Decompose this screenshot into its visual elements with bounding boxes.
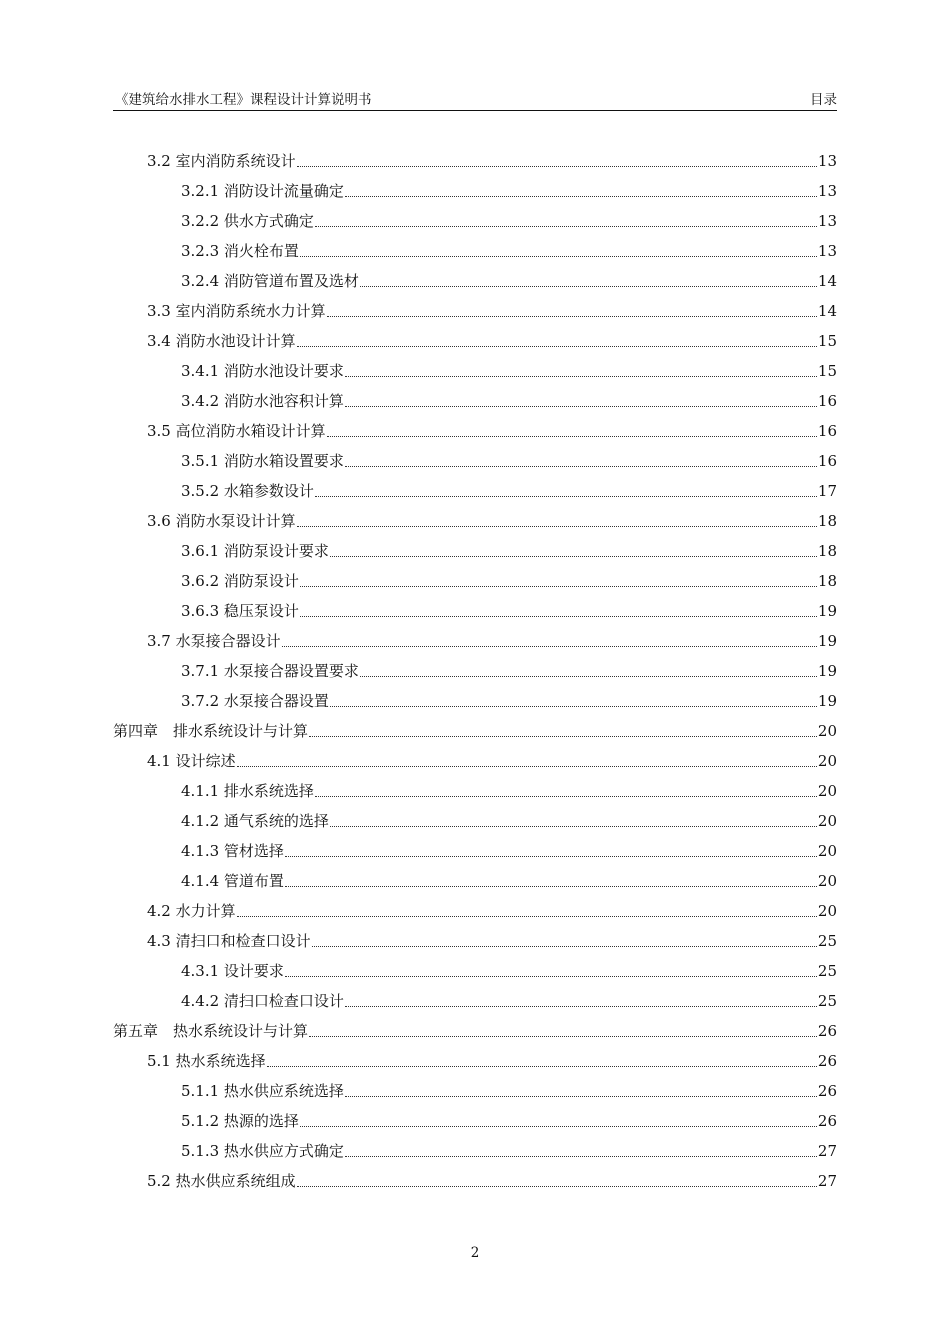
toc-dot-leader xyxy=(300,1106,817,1136)
toc-entry[interactable] xyxy=(113,716,837,746)
toc-entry-page: 20 xyxy=(817,782,837,800)
toc-entry-page: 20 xyxy=(817,872,837,890)
toc-entry-title: 3.2.1 消防设计流量确定 xyxy=(181,182,344,200)
toc-entry-title: 3.6.3 稳压泵设计 xyxy=(181,602,299,620)
toc-entry[interactable] xyxy=(147,896,837,926)
toc-entry-title: 3.5 高位消防水箱设计计算 xyxy=(147,422,326,440)
toc-entry-page: 18 xyxy=(817,542,837,560)
toc-entry-title: 3.4 消防水池设计计算 xyxy=(147,332,296,350)
toc-dot-leader xyxy=(309,1016,817,1046)
toc-entry-title: 3.7.1 水泵接合器设置要求 xyxy=(181,662,359,680)
toc-entry-title: 5.1.1 热水供应系统选择 xyxy=(181,1082,344,1100)
toc-entry-page: 26 xyxy=(817,1052,837,1070)
toc-entry-title: 4.1 设计综述 xyxy=(147,752,236,770)
toc-entry[interactable] xyxy=(181,956,837,986)
toc-entry[interactable] xyxy=(181,476,837,506)
toc-entry-title: 3.6.1 消防泵设计要求 xyxy=(181,542,329,560)
toc-entry-title: 5.2 热水供应系统组成 xyxy=(147,1172,296,1190)
toc-dot-leader xyxy=(330,806,817,836)
toc-entry-page: 25 xyxy=(817,962,837,980)
toc-entry-page: 20 xyxy=(817,752,837,770)
toc-entry-page: 19 xyxy=(817,662,837,680)
toc-entry-page: 26 xyxy=(817,1022,837,1040)
toc-dot-leader xyxy=(300,596,817,626)
toc-dot-leader xyxy=(345,446,817,476)
toc-dot-leader xyxy=(285,836,817,866)
toc-entry[interactable] xyxy=(181,536,837,566)
toc-dot-leader xyxy=(345,1136,817,1166)
toc-entry-page: 14 xyxy=(817,272,837,290)
toc-entry-title: 3.3 室内消防系统水力计算 xyxy=(147,302,326,320)
toc-dot-leader xyxy=(300,236,817,266)
toc-entry-page: 16 xyxy=(817,452,837,470)
toc-entry-title: 5.1.3 热水供应方式确定 xyxy=(181,1142,344,1160)
toc-entry-title: 3.7.2 水泵接合器设置 xyxy=(181,692,329,710)
toc-entry[interactable] xyxy=(181,1106,837,1136)
toc-dot-leader xyxy=(285,866,817,896)
toc-entry-page: 14 xyxy=(817,302,837,320)
section-label: 目录 xyxy=(810,92,837,108)
toc-dot-leader xyxy=(300,566,817,596)
toc-dot-leader xyxy=(330,686,817,716)
toc-entry-title: 4.1.4 管道布置 xyxy=(181,872,284,890)
toc-entry[interactable] xyxy=(181,656,837,686)
toc-entry-title: 4.3.1 设计要求 xyxy=(181,962,284,980)
toc-entry-title: 3.6 消防水泵设计计算 xyxy=(147,512,296,530)
toc-entry-page: 19 xyxy=(817,692,837,710)
toc-entry-title: 3.7 水泵接合器设计 xyxy=(147,632,281,650)
toc-entry[interactable] xyxy=(181,176,837,206)
toc-dot-leader xyxy=(309,716,817,746)
toc-entry[interactable] xyxy=(147,326,837,356)
toc-entry-title: 第五章 热水系统设计与计算 xyxy=(113,1022,309,1040)
toc-entry-page: 20 xyxy=(817,812,837,830)
toc-dot-leader xyxy=(360,656,817,686)
toc-entry-page: 26 xyxy=(817,1082,837,1100)
toc-entry-page: 15 xyxy=(817,362,837,380)
toc-entry[interactable] xyxy=(147,146,837,176)
toc-dot-leader xyxy=(315,206,817,236)
toc-entry-title: 第四章 排水系统设计与计算 xyxy=(113,722,309,740)
toc-entry[interactable] xyxy=(181,206,837,236)
toc-dot-leader xyxy=(345,1076,817,1106)
toc-dot-leader xyxy=(312,926,817,956)
page-number: 2 xyxy=(470,1245,480,1261)
toc-entry[interactable] xyxy=(147,1166,837,1196)
toc-entry-page: 25 xyxy=(817,932,837,950)
toc-entry-title: 3.2.4 消防管道布置及选材 xyxy=(181,272,359,290)
toc-entry[interactable] xyxy=(147,626,837,656)
toc-dot-leader xyxy=(237,896,817,926)
toc-dot-leader xyxy=(315,476,817,506)
toc-entry-title: 4.1.2 通气系统的选择 xyxy=(181,812,329,830)
toc-dot-leader xyxy=(345,986,817,1016)
toc-entry-page: 13 xyxy=(817,242,837,260)
toc-entry-title: 4.1.1 排水系统选择 xyxy=(181,782,314,800)
toc-entry[interactable] xyxy=(181,836,837,866)
toc-dot-leader xyxy=(345,176,817,206)
toc-entry-title: 4.4.2 清扫口检查口设计 xyxy=(181,992,344,1010)
toc-dot-leader xyxy=(315,776,817,806)
toc-entry-page: 27 xyxy=(817,1142,837,1160)
toc-entry-title: 4.2 水力计算 xyxy=(147,902,236,920)
toc-entry-page: 20 xyxy=(817,842,837,860)
toc-dot-leader xyxy=(237,746,817,776)
header-divider xyxy=(113,110,837,111)
toc-entry[interactable] xyxy=(147,1046,837,1076)
toc-entry-page: 17 xyxy=(817,482,837,500)
toc-entry[interactable] xyxy=(181,236,837,266)
toc-entry-title: 3.4.2 消防水池容积计算 xyxy=(181,392,344,410)
toc-dot-leader xyxy=(345,386,817,416)
toc-entry[interactable] xyxy=(147,926,837,956)
toc-entry-page: 13 xyxy=(817,212,837,230)
toc-entry[interactable] xyxy=(181,806,837,836)
toc-entry[interactable] xyxy=(181,866,837,896)
toc-dot-leader xyxy=(345,356,817,386)
toc-dot-leader xyxy=(297,146,817,176)
toc-entry-page: 20 xyxy=(817,722,837,740)
toc-entry-page: 19 xyxy=(817,632,837,650)
toc-entry-title: 3.6.2 消防泵设计 xyxy=(181,572,299,590)
toc-entry-page: 13 xyxy=(817,152,837,170)
toc-dot-leader xyxy=(297,506,817,536)
toc-dot-leader xyxy=(330,536,817,566)
toc-entry-title: 4.3 清扫口和检查口设计 xyxy=(147,932,311,950)
toc-dot-leader xyxy=(297,1166,817,1196)
toc-entry[interactable] xyxy=(181,776,837,806)
document-title: 《建筑给水排水工程》课程设计计算说明书 xyxy=(115,92,372,108)
toc-entry-page: 25 xyxy=(817,992,837,1010)
toc-dot-leader xyxy=(267,1046,817,1076)
toc-entry-title: 3.4.1 消防水池设计要求 xyxy=(181,362,344,380)
toc-entry-title: 4.1.3 管材选择 xyxy=(181,842,284,860)
toc-entry[interactable] xyxy=(181,446,837,476)
toc-entry[interactable] xyxy=(181,1076,837,1106)
toc-entry[interactable] xyxy=(147,416,837,446)
toc-entry[interactable] xyxy=(181,356,837,386)
toc-entry-title: 3.5.1 消防水箱设置要求 xyxy=(181,452,344,470)
toc-entry-page: 26 xyxy=(817,1112,837,1130)
toc-entry[interactable] xyxy=(181,566,837,596)
page-header xyxy=(113,90,837,110)
toc-entry-page: 20 xyxy=(817,902,837,920)
toc-dot-leader xyxy=(360,266,817,296)
toc-entry-title: 5.1 热水系统选择 xyxy=(147,1052,266,1070)
toc-entry-title: 3.2.3 消火栓布置 xyxy=(181,242,299,260)
toc-entry-title: 5.1.2 热源的选择 xyxy=(181,1112,299,1130)
toc-entry-title: 3.5.2 水箱参数设计 xyxy=(181,482,314,500)
toc-entry[interactable] xyxy=(147,746,837,776)
toc-entry[interactable] xyxy=(181,1136,837,1166)
toc-entry-page: 13 xyxy=(817,182,837,200)
toc-entry-page: 15 xyxy=(817,332,837,350)
toc-entry[interactable] xyxy=(181,986,837,1016)
toc-entry[interactable] xyxy=(181,686,837,716)
toc-entry-page: 16 xyxy=(817,422,837,440)
toc-dot-leader xyxy=(285,956,817,986)
toc-dot-leader xyxy=(327,296,817,326)
toc-dot-leader xyxy=(282,626,817,656)
toc-entry-page: 18 xyxy=(817,512,837,530)
toc-entry-page: 16 xyxy=(817,392,837,410)
toc-entry-page: 19 xyxy=(817,602,837,620)
toc-entry[interactable] xyxy=(147,506,837,536)
toc-entry[interactable] xyxy=(181,266,837,296)
toc-entry[interactable] xyxy=(147,296,837,326)
toc-dot-leader xyxy=(297,326,817,356)
toc-entry[interactable] xyxy=(181,386,837,416)
toc-entry-title: 3.2 室内消防系统设计 xyxy=(147,152,296,170)
toc-entry-page: 27 xyxy=(817,1172,837,1190)
toc-dot-leader xyxy=(327,416,817,446)
toc-entry-page: 18 xyxy=(817,572,837,590)
toc-entry[interactable] xyxy=(113,1016,837,1046)
toc-entry[interactable] xyxy=(181,596,837,626)
toc-entry-title: 3.2.2 供水方式确定 xyxy=(181,212,314,230)
